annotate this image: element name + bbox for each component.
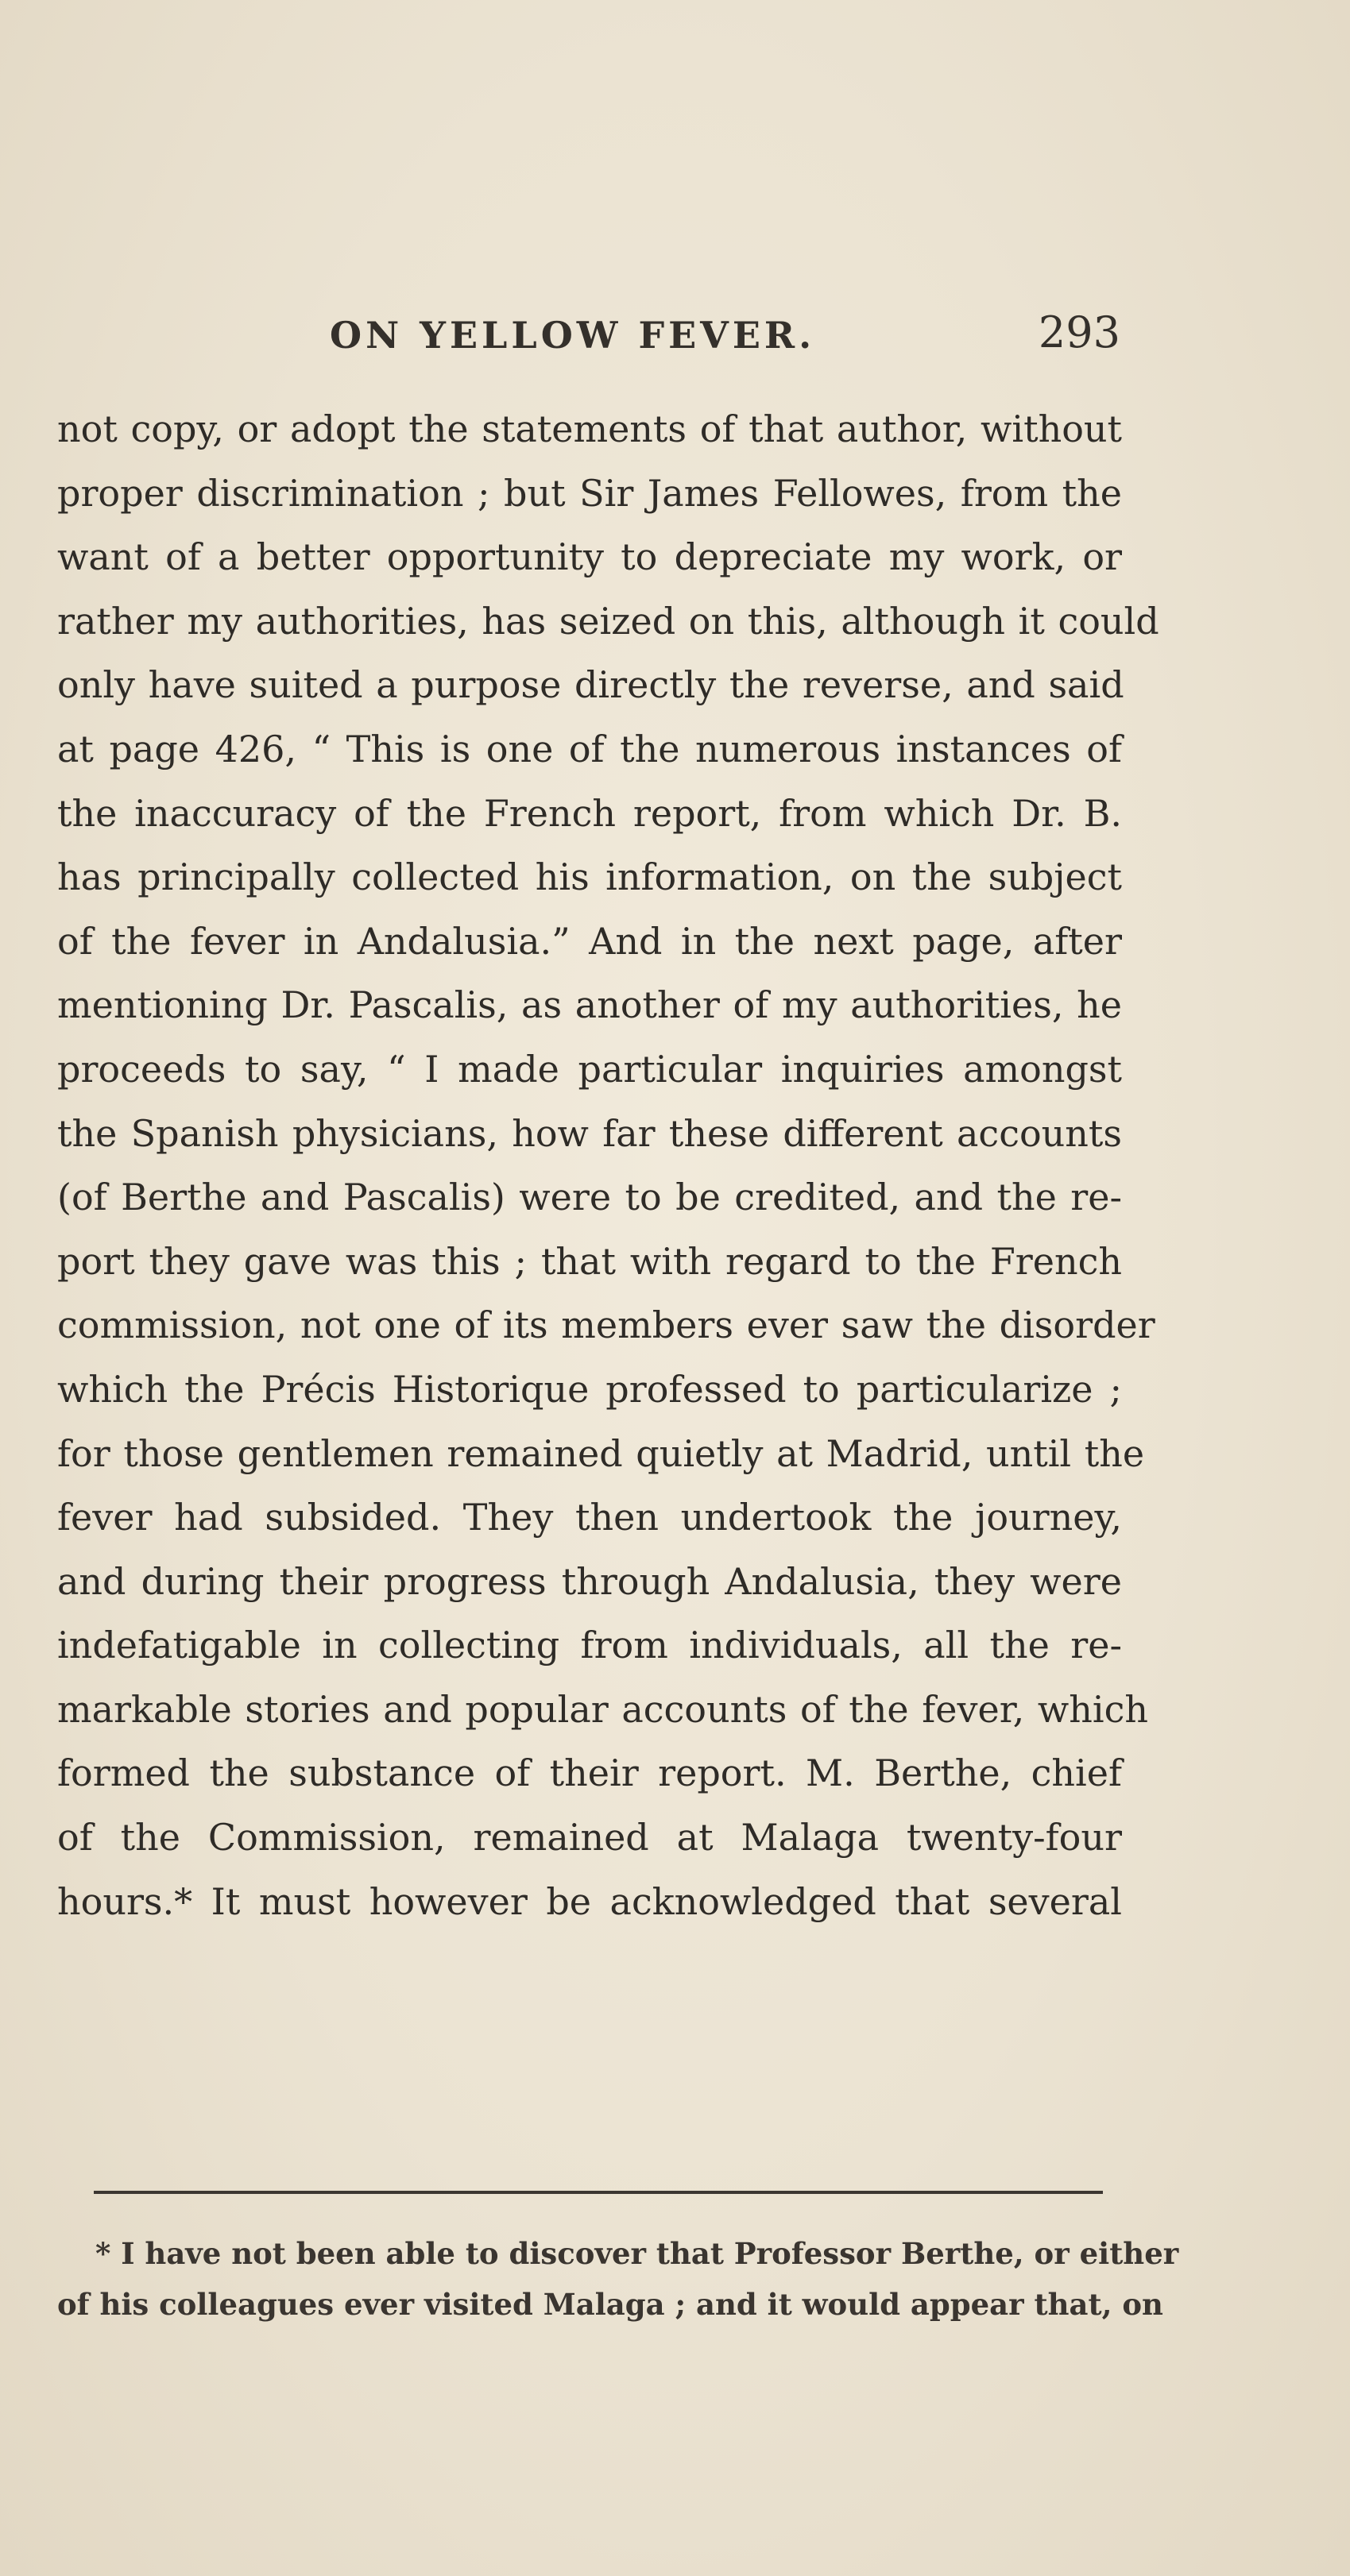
text-line: formed the substance of their report. M. Berthe, chief bbox=[57, 1751, 1122, 1795]
text-line: proper discrimination ; but Sir James Fellowes, from the bbox=[57, 471, 1122, 515]
footnote bbox=[57, 2228, 1179, 2330]
text-line: and during their progress through Andalusia, they were bbox=[57, 1559, 1122, 1603]
text-line: want of a better opportunity to depreciate my work, or bbox=[57, 535, 1122, 579]
page-number: 293 bbox=[1038, 307, 1120, 357]
footnote-line: of his colleagues ever visited Malaga ; and it would appear that, on bbox=[57, 2287, 1163, 2322]
text-line: of the fever in Andalusia.” And in the next page, after bbox=[57, 919, 1122, 963]
text-line: fever had subsided. They then undertook the journey, bbox=[57, 1496, 1122, 1539]
text-line: which the Précis Historique professed to particularize ; bbox=[57, 1367, 1122, 1411]
footnote-line: * I have not been able to discover that Professor Berthe, or either bbox=[95, 2236, 1179, 2271]
text-line: for those gentlemen remained quietly at Madrid, until the bbox=[57, 1431, 1145, 1475]
text-line: markable stories and popular accounts of the fever, which bbox=[57, 1687, 1148, 1731]
running-title: ON YELLOW FEVER. bbox=[330, 314, 816, 357]
text-line: (of Berthe and Pascalis) were to be credited, and the re- bbox=[57, 1176, 1122, 1219]
running-head bbox=[56, 307, 1120, 369]
text-line: indefatigable in collecting from individuals, all the re- bbox=[57, 1624, 1122, 1667]
text-line: only have suited a purpose directly the reverse, and said bbox=[57, 663, 1124, 707]
text-line: rather my authorities, has seized on this, although it could bbox=[57, 599, 1159, 643]
text-line: proceeds to say, “ I made particular inquiries amongst bbox=[57, 1047, 1122, 1091]
text-line: port they gave was this ; that with regard to the French bbox=[57, 1239, 1122, 1283]
text-line: has principally collected his information, on the subject bbox=[57, 855, 1122, 899]
text-line: at page 426, “ This is one of the numerous instances of bbox=[57, 727, 1122, 770]
text-line: hours.* It must however be acknowledged that several bbox=[57, 1879, 1122, 1923]
text-line: the inaccuracy of the French report, from which Dr. B. bbox=[57, 791, 1122, 835]
text-line: of the Commission, remained at Malaga twenty-four bbox=[57, 1816, 1122, 1860]
text-line: commission, not one of its members ever saw the disorder bbox=[57, 1303, 1155, 1347]
text-line: mentioning Dr. Pascalis, as another of my authorities, he bbox=[57, 983, 1122, 1027]
footnote-rule bbox=[94, 2191, 1103, 2194]
body-text bbox=[57, 397, 1159, 1933]
text-line: not copy, or adopt the statements of that author, without bbox=[57, 407, 1122, 450]
text-line: the Spanish physicians, how far these different accounts bbox=[57, 1111, 1122, 1155]
